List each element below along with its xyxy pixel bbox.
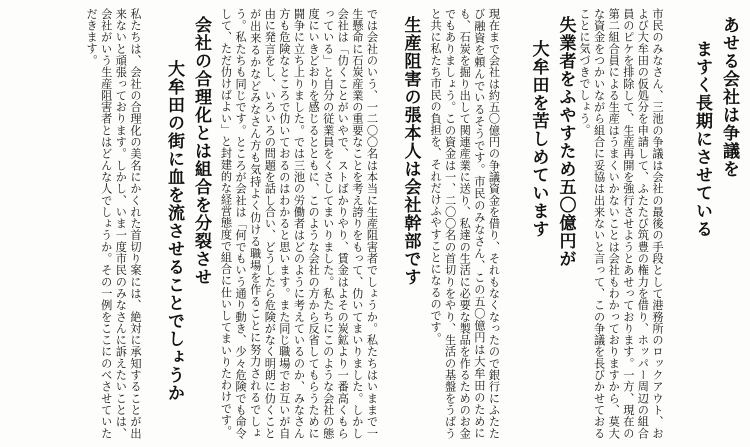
section-production-obstruction xyxy=(218,8,422,439)
section-heading: あせる会社は争議を xyxy=(719,16,739,178)
section-heading-line2: 大牟田の街に血を流させることでしょうか xyxy=(163,60,184,402)
section-body: 市民のみなさん、三池の争議は会社の最後の手段として港務所のロックアウト、および大牟田の仮処分を申請して、ふたたび筑豊の権力を借り、ホッパー周辺の組合員のピケを排除して、生産再開を強行させようとあせっております。一方、現在の第二組合員による生産はうまくいかないことは会社もわかっておりますから、莫大な資金をつかいながら組合に妥協は出来ないと言って、この争議を長びかせておることに気づきでしょう。 xyxy=(578,8,664,439)
section-body: 現在まで会社は約五〇億円の争議資金を借り、それもなくなったので銀行にふたたび融資を頼んでいるそうです。市民のみなさん、この五〇億円は大牟田のためにも、石炭を掘り出して関連産業に送り、私達の生活に必要な製品を作るためのお金でもありましょう。この資金は一、二〇〇名の首切りをやり、生活の基盤をうばうと共に私たち市民の負担を、それだけふやすことになるのです。 xyxy=(429,8,501,439)
section-strike-prolonged xyxy=(576,8,740,439)
section-heading: 会社の合理化とは組合を分裂させ xyxy=(190,16,211,286)
section-five-billion-yen xyxy=(427,8,576,439)
section-heading-line2: 大牟田を苦しめています xyxy=(528,40,549,238)
section-rationalization xyxy=(84,8,212,439)
section-body: では会社のいう、一二〇〇名は本当に生産阻害者でしょうか。私たちはいままで一生懸命に石炭産業の重要なことを考え誇りをもって、仂いてまいりました。しかし会社は「仂くことがいやで、ストばかりやり、賃金はよその炭鉱より一番高くもらっている」と自分の従業員をくさしてまいりました。私たちにこのような会社の態度にいきどおりを感じるとともに、このような会社の方から反省してもらうために闘争に立ち上りました。では三池の労働者はどのように考えているのか、みなさん方も危険なところで仂いておるのはわかると思います。また同じ職場でお互いが自由に発言をし、いろいろの問題を話し合い、どうしたら危険がなく明朗に仂くことが出来るかなどみなさん方も気持よく仂ける職場を作ることに努力されるでしょう。私たちも同じです。ところが会社は「何でもいう通り動き、少々危険でも命令して、ただ仂けばよい」と封建的な経営態度で組合に仕いしてまいりたわけです。 xyxy=(219,8,379,439)
section-body: 私たちは、会社の合理化の美名にかくれた首切り案には、絶対に承知することが出来ないと頑張っております。しかし、いま一度市民のみなさんに訴えたいことは、会社がいう生産阻害者とはどんな人でしょうか。その一例をここにのべさせていただきます。 xyxy=(85,8,142,439)
section-heading: 生産阻害の張本人は会社幹部です xyxy=(400,16,421,286)
section-heading: 失業者をふやすため五〇億円が xyxy=(555,16,576,268)
section-heading-line2: ますく長期にさせている xyxy=(692,40,712,238)
